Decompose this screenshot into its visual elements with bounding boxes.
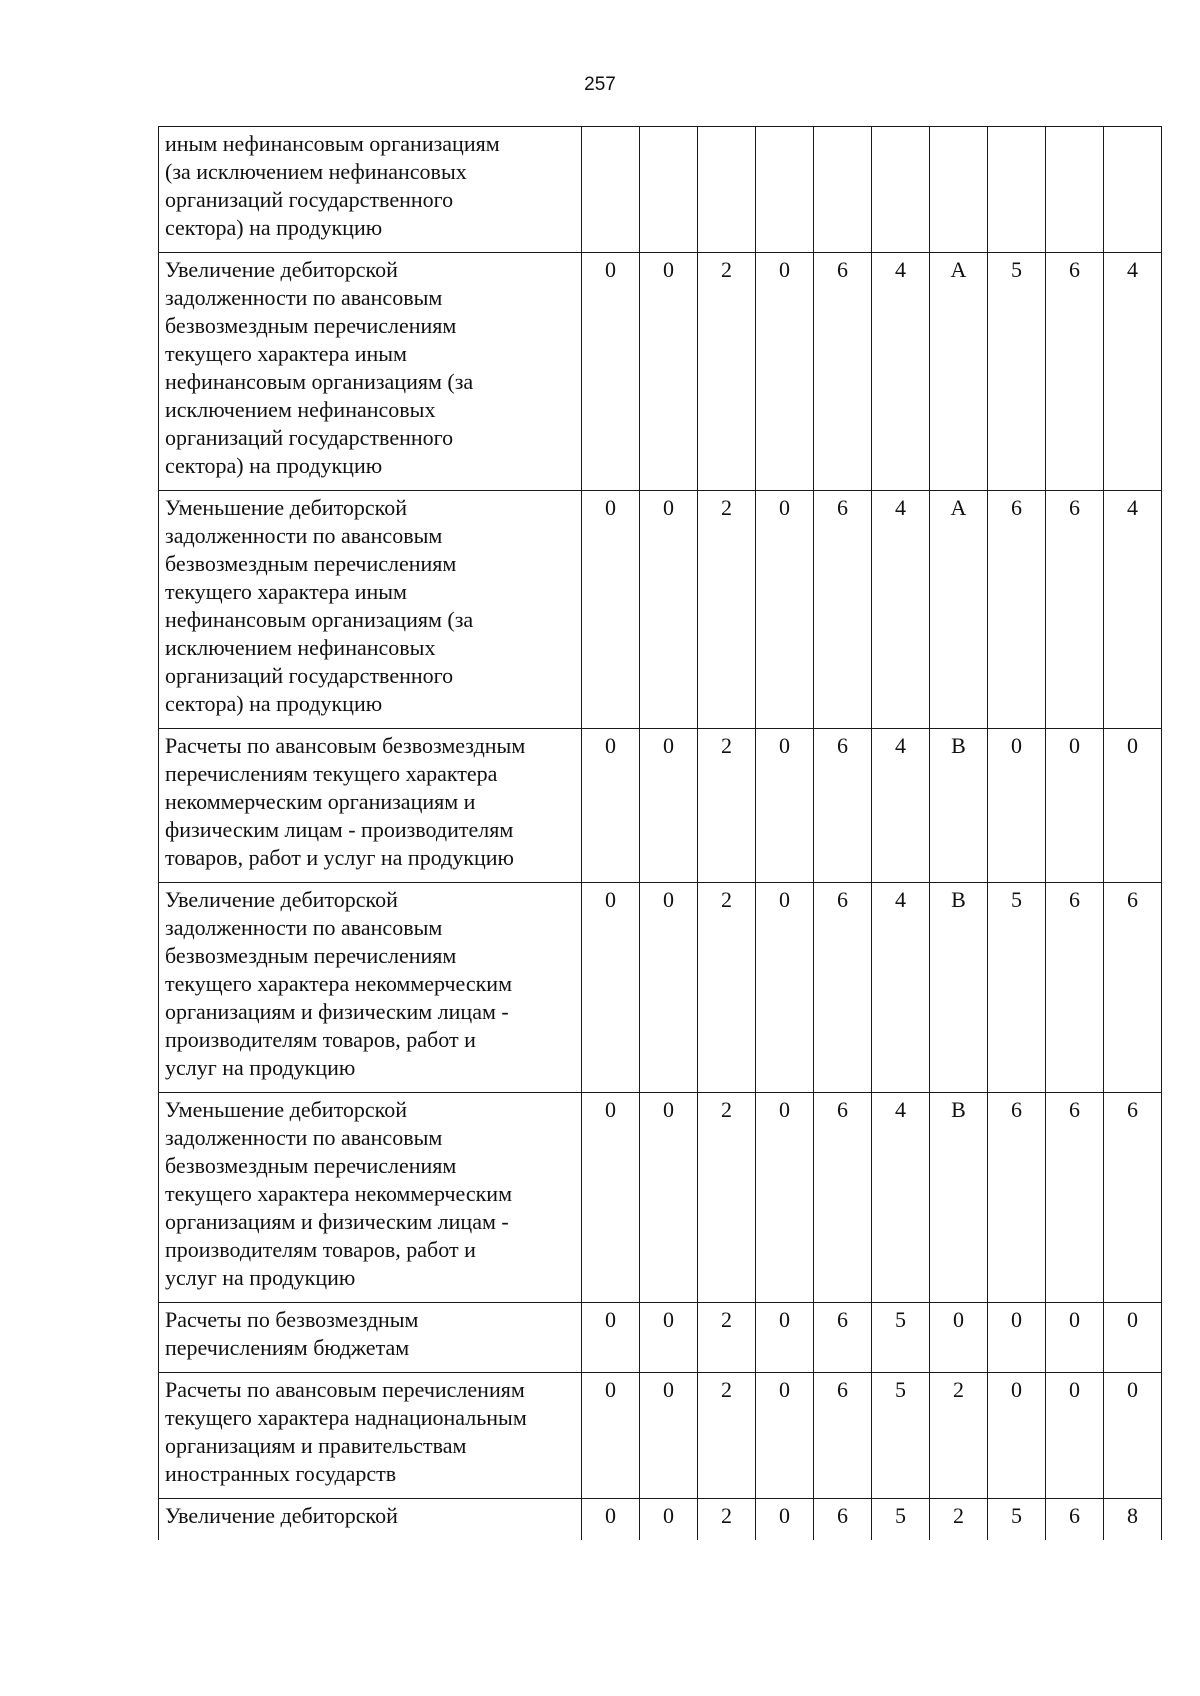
description-line: иностранных государств	[165, 1461, 397, 1486]
code-digit-cell: 0	[756, 883, 814, 1093]
description-line: услуг на продукцию	[165, 1265, 356, 1290]
code-digit-cell: 6	[814, 883, 872, 1093]
code-digit-cell	[814, 127, 872, 253]
code-digit-cell: 6	[1104, 883, 1162, 1093]
description-line: услуг на продукцию	[165, 1055, 356, 1080]
description-line: задолженности по авансовым	[165, 523, 443, 548]
description-line: задолженности по авансовым	[165, 915, 443, 940]
code-digit-cell: 0	[640, 491, 698, 729]
code-digit-cell: 0	[582, 253, 640, 491]
code-digit-cell: 0	[1046, 1303, 1104, 1373]
code-digit-cell: 8	[1104, 1499, 1162, 1541]
description-line: организаций государственного	[165, 663, 454, 688]
code-digit-cell: 0	[1046, 1373, 1104, 1499]
description-line: иным нефинансовым организациям	[165, 131, 500, 156]
code-digit-cell: 0	[640, 1303, 698, 1373]
code-digit-cell: 0	[988, 1373, 1046, 1499]
code-digit-cell: 4	[872, 1093, 930, 1303]
description-line: перечислениям текущего характера	[165, 761, 498, 786]
code-digit-cell: 6	[1046, 253, 1104, 491]
code-digit-cell: 6	[814, 1499, 872, 1541]
code-digit-cell: 0	[582, 883, 640, 1093]
table-row	[159, 729, 1162, 883]
code-digit-cell: 6	[1046, 1499, 1104, 1541]
code-digit-cell	[1104, 127, 1162, 253]
description-line: текущего характера иным	[165, 341, 407, 366]
code-digit-cell: 2	[698, 1303, 756, 1373]
description-line: безвозмездным перечислениям	[165, 313, 457, 338]
code-digit-cell: 0	[640, 1093, 698, 1303]
code-digit-cell: 6	[814, 1373, 872, 1499]
table-row	[159, 1303, 1162, 1373]
code-digit-cell: 0	[640, 253, 698, 491]
code-digit-cell: 0	[640, 1373, 698, 1499]
code-digit-cell: 6	[814, 491, 872, 729]
code-digit-cell: 0	[930, 1303, 988, 1373]
table-row	[159, 883, 1162, 1093]
budget-classification-table	[158, 126, 1162, 1540]
code-digit-cell: 6	[1046, 883, 1104, 1093]
code-digit-cell: 2	[698, 729, 756, 883]
code-digit-cell: 6	[814, 1093, 872, 1303]
description-line: некоммерческим организациям и	[165, 789, 476, 814]
code-digit-cell: 0	[1104, 729, 1162, 883]
code-digit-cell	[930, 127, 988, 253]
description-line: товаров, работ и услуг на продукцию	[165, 845, 514, 870]
code-digit-cell	[582, 127, 640, 253]
code-digit-cell: 0	[988, 729, 1046, 883]
code-digit-cell: 0	[1046, 729, 1104, 883]
code-digit-cell: 0	[582, 491, 640, 729]
description-line: Расчеты по авансовым безвозмездным	[165, 733, 526, 758]
table-row	[159, 1373, 1162, 1499]
code-digit-cell	[988, 127, 1046, 253]
description-line: Расчеты по авансовым перечислениям	[165, 1377, 525, 1402]
description-line: текущего характера иным	[165, 579, 407, 604]
code-digit-cell: 0	[756, 1499, 814, 1541]
code-digit-cell	[756, 127, 814, 253]
table-row	[159, 491, 1162, 729]
code-digit-cell: 5	[988, 1499, 1046, 1541]
description-line: текущего характера некоммерческим	[165, 1181, 512, 1206]
description-line: сектора) на продукцию	[165, 453, 383, 478]
code-digit-cell: 0	[756, 729, 814, 883]
description-line: сектора) на продукцию	[165, 691, 383, 716]
table-row	[159, 253, 1162, 491]
description-line: Расчеты по безвозмездным	[165, 1307, 419, 1332]
row-description-cell	[159, 1093, 582, 1303]
code-digit-cell: 2	[930, 1373, 988, 1499]
code-digit-cell: 5	[872, 1499, 930, 1541]
description-line: текущего характера некоммерческим	[165, 971, 512, 996]
code-digit-cell: 2	[698, 1499, 756, 1541]
code-digit-cell: 0	[1104, 1373, 1162, 1499]
code-digit-cell: 0	[756, 1373, 814, 1499]
description-line: текущего характера наднациональным	[165, 1405, 527, 1430]
description-line: Увеличение дебиторской	[165, 887, 398, 912]
code-digit-cell: 4	[872, 491, 930, 729]
code-digit-cell: 6	[814, 253, 872, 491]
code-digit-cell: 0	[582, 729, 640, 883]
description-line: производителям товаров, работ и	[165, 1027, 476, 1052]
code-digit-cell: 0	[756, 1303, 814, 1373]
description-line: Уменьшение дебиторской	[165, 1097, 408, 1122]
code-digit-cell: 0	[640, 729, 698, 883]
code-digit-cell: 0	[988, 1303, 1046, 1373]
code-digit-cell: 0	[756, 253, 814, 491]
code-digit-cell: 4	[872, 729, 930, 883]
code-digit-cell: 4	[1104, 253, 1162, 491]
code-digit-cell: 0	[1104, 1303, 1162, 1373]
code-digit-cell: 0	[640, 1499, 698, 1541]
row-description-cell	[159, 1499, 582, 1541]
description-line: нефинансовым организациям (за	[165, 607, 474, 632]
description-line: задолженности по авансовым	[165, 285, 443, 310]
code-digit-cell: 6	[814, 1303, 872, 1373]
code-digit-cell: 6	[988, 491, 1046, 729]
description-line: исключением нефинансовых	[165, 635, 436, 660]
code-digit-cell: 4	[1104, 491, 1162, 729]
description-line: сектора) на продукцию	[165, 215, 383, 240]
description-line: безвозмездным перечислениям	[165, 551, 457, 576]
row-description-cell	[159, 1373, 582, 1499]
code-digit-cell: 2	[698, 883, 756, 1093]
description-line: исключением нефинансовых	[165, 397, 436, 422]
code-digit-cell: 6	[988, 1093, 1046, 1303]
code-digit-cell: 6	[814, 729, 872, 883]
description-line: организациям и правительствам	[165, 1433, 467, 1458]
description-line: нефинансовым организациям (за	[165, 369, 474, 394]
description-line: перечислениям бюджетам	[165, 1335, 410, 1360]
code-digit-cell: 5	[872, 1373, 930, 1499]
description-line: организациям и физическим лицам -	[165, 1209, 509, 1234]
code-digit-cell: B	[930, 1093, 988, 1303]
row-description-cell	[159, 729, 582, 883]
code-digit-cell: 2	[698, 1093, 756, 1303]
code-digit-cell: B	[930, 883, 988, 1093]
description-line: производителям товаров, работ и	[165, 1237, 476, 1262]
code-digit-cell: 2	[698, 253, 756, 491]
table-row	[159, 1499, 1162, 1541]
code-digit-cell: 0	[582, 1093, 640, 1303]
code-digit-cell: 0	[640, 883, 698, 1093]
code-digit-cell: 6	[1104, 1093, 1162, 1303]
description-line: организаций государственного	[165, 425, 454, 450]
description-line: безвозмездным перечислениям	[165, 1153, 457, 1178]
code-digit-cell: 0	[582, 1499, 640, 1541]
table-row	[159, 1093, 1162, 1303]
code-digit-cell: 0	[756, 1093, 814, 1303]
code-digit-cell: 5	[988, 883, 1046, 1093]
code-digit-cell: 6	[1046, 491, 1104, 729]
row-description-cell	[159, 883, 582, 1093]
code-digit-cell: 0	[582, 1303, 640, 1373]
page-number: 257	[584, 74, 616, 95]
code-digit-cell: A	[930, 491, 988, 729]
code-digit-cell: 0	[756, 491, 814, 729]
code-digit-cell: 0	[582, 1373, 640, 1499]
row-description-cell	[159, 1303, 582, 1373]
code-digit-cell: 6	[1046, 1093, 1104, 1303]
code-digit-cell: 2	[698, 1373, 756, 1499]
code-digit-cell	[872, 127, 930, 253]
description-line: безвозмездным перечислениям	[165, 943, 457, 968]
code-digit-cell	[698, 127, 756, 253]
code-digit-cell: 4	[872, 253, 930, 491]
table-row	[159, 127, 1162, 253]
description-line: задолженности по авансовым	[165, 1125, 443, 1150]
code-digit-cell: 5	[872, 1303, 930, 1373]
description-line: Уменьшение дебиторской	[165, 495, 408, 520]
row-description-cell	[159, 253, 582, 491]
row-description-cell	[159, 127, 582, 253]
code-digit-cell	[640, 127, 698, 253]
code-digit-cell	[1046, 127, 1104, 253]
description-line: Увеличение дебиторской	[165, 1503, 398, 1528]
code-digit-cell: B	[930, 729, 988, 883]
code-digit-cell: 4	[872, 883, 930, 1093]
description-line: Увеличение дебиторской	[165, 257, 398, 282]
description-line: организациям и физическим лицам -	[165, 999, 509, 1024]
code-digit-cell: 2	[930, 1499, 988, 1541]
code-digit-cell: 2	[698, 491, 756, 729]
code-digit-cell: 5	[988, 253, 1046, 491]
description-line: (за исключением нефинансовых	[165, 159, 467, 184]
description-line: организаций государственного	[165, 187, 454, 212]
description-line: физическим лицам - производителям	[165, 817, 514, 842]
row-description-cell	[159, 491, 582, 729]
code-digit-cell: A	[930, 253, 988, 491]
